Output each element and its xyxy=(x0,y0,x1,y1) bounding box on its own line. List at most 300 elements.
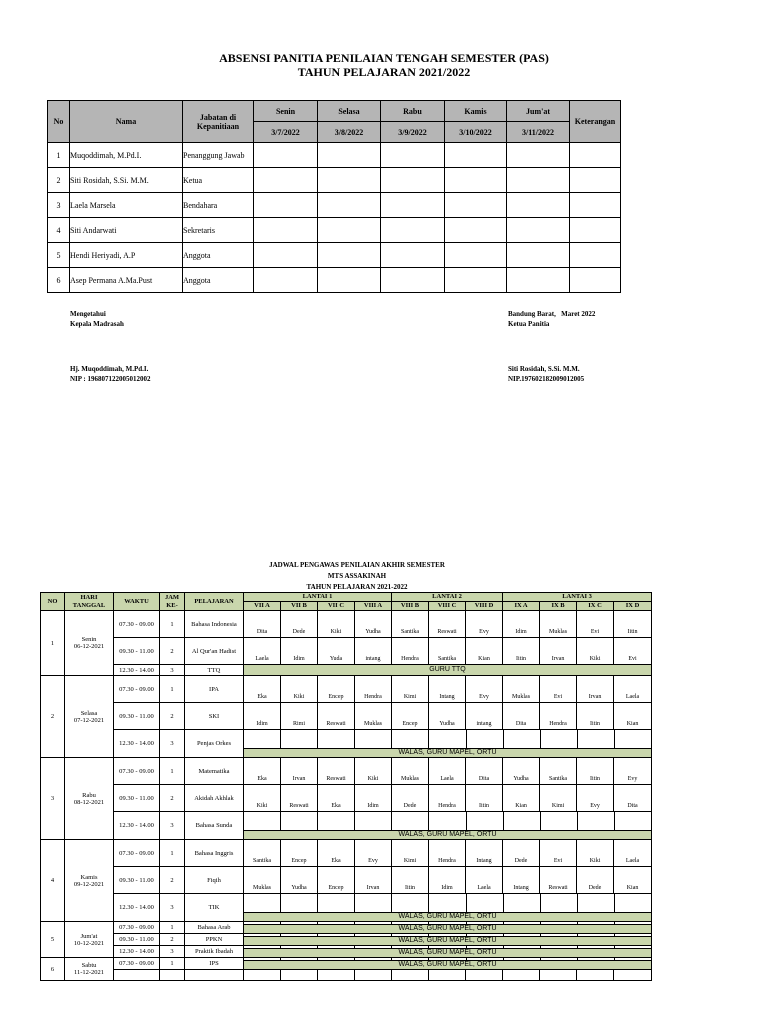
blank-room-cell xyxy=(244,894,281,912)
waktu-cell: 07.30 - 09.00 xyxy=(114,958,160,970)
supervisor-name: Idim xyxy=(429,867,466,894)
schedule-row xyxy=(41,894,652,922)
row-no: 3 xyxy=(48,193,70,218)
blank-room-cell xyxy=(429,922,466,924)
blank-room-cell xyxy=(244,812,281,830)
blank-room-cell xyxy=(578,730,615,748)
blank-room-cell xyxy=(541,922,578,924)
day-name: Senin xyxy=(81,636,97,643)
supervisor-name: Eka xyxy=(244,758,281,785)
supervisor-name: Kiki xyxy=(318,611,355,638)
supervisor-name: Laela xyxy=(614,840,652,867)
header-date: 3/10/2022 xyxy=(445,122,507,143)
supervisor-name: Idim xyxy=(503,611,540,638)
blank-room-cell xyxy=(467,922,504,924)
blank-room-cell xyxy=(429,958,466,960)
sched-header-pelajaran: PELAJARAN xyxy=(185,593,244,611)
day-name: Kamis xyxy=(80,873,98,881)
span-cell xyxy=(244,958,652,970)
supervisor-name: Dita xyxy=(244,611,281,638)
waktu-cell: 09.30 - 11.00 xyxy=(114,785,160,812)
day-name: Jum'at xyxy=(80,932,98,940)
supervisor-name: Laela xyxy=(614,676,652,703)
pelajaran-cell: PPKN xyxy=(185,934,244,946)
supervisor-name: Intang xyxy=(466,840,503,867)
day-no: 2 xyxy=(41,676,65,758)
supervisor-name: Kiki xyxy=(281,676,318,703)
supervisor-name: Evy xyxy=(614,758,652,785)
sig-left-line2: Kepala Madrasah xyxy=(70,320,124,328)
supervisor-name: Hendra xyxy=(429,840,466,867)
blank-room-cell xyxy=(504,934,541,936)
keterangan-cell xyxy=(570,168,621,193)
supervisor-name: Evi xyxy=(577,611,614,638)
supervisor-name: Eka xyxy=(244,676,281,703)
blank-room-cell xyxy=(578,958,615,960)
header-date: 3/8/2022 xyxy=(318,122,381,143)
supervisor-name: Encep xyxy=(281,840,318,867)
header-day: Senin xyxy=(254,101,318,122)
blank-room-cell xyxy=(281,958,318,960)
blank-room-cell xyxy=(244,934,281,936)
blank-room-cell xyxy=(578,934,615,936)
attendance-cell xyxy=(318,218,381,243)
pelajaran-cell xyxy=(185,970,244,981)
blank-room-cell xyxy=(318,730,355,748)
attendance-cell xyxy=(254,243,318,268)
blank-room-cell xyxy=(281,922,318,924)
blank-room-cell xyxy=(318,934,355,936)
waktu-cell: 12.30 - 14.00 xyxy=(114,812,160,840)
sig-right-place: Bandung Barat, xyxy=(508,310,556,318)
waktu-cell: 12.30 - 14.00 xyxy=(114,665,160,676)
header-no: No xyxy=(48,101,70,143)
schedule-row xyxy=(41,758,652,785)
supervisor-name: Yuda xyxy=(318,638,355,665)
supervisor-name: Reswati xyxy=(318,758,355,785)
header-date: 3/7/2022 xyxy=(254,122,318,143)
sched-header-lantai2: LANTAI 2 xyxy=(392,593,503,602)
supervisor-note: WALAS, GURU MAPEL, ORTU xyxy=(244,948,651,957)
waktu-cell: 07.30 - 09.00 xyxy=(114,840,160,867)
day-date: 11-12-2021 xyxy=(73,969,105,976)
supervisor-name xyxy=(429,970,466,981)
supervisor-name: Irvan xyxy=(281,758,318,785)
blank-room-cell xyxy=(578,922,615,924)
waktu-cell: 09.30 - 11.00 xyxy=(114,934,160,946)
blank-room-cell xyxy=(355,922,392,924)
keterangan-cell xyxy=(570,243,621,268)
blank-room-cell xyxy=(318,812,355,830)
blank-room-cell xyxy=(355,894,392,912)
jam-cell: 2 xyxy=(160,785,185,812)
day-name-date xyxy=(65,958,114,981)
attendance-row xyxy=(48,168,621,193)
blank-room-cell xyxy=(541,894,578,912)
supervisor-name: Hendra xyxy=(540,703,577,730)
blank-room-cell xyxy=(541,812,578,830)
pelajaran-cell: Bahasa Inggris xyxy=(185,840,244,867)
sched-header-jam: JAM KE- xyxy=(160,593,185,611)
blank-room-cell xyxy=(392,812,429,830)
blank-room-cell xyxy=(429,730,466,748)
attendance-cell xyxy=(507,143,570,168)
waktu-cell: 12.30 - 14.00 xyxy=(114,946,160,958)
blank-room-cell xyxy=(541,946,578,948)
day-date: 06-12-2021 xyxy=(73,643,105,650)
attendance-row xyxy=(48,243,621,268)
attendance-row xyxy=(48,218,621,243)
supervisor-name: Idim xyxy=(244,703,281,730)
supervisor-note: WALAS, GURU MAPEL, ORTU xyxy=(244,924,651,933)
supervisor-name: Yudha xyxy=(355,611,392,638)
signature-left-name xyxy=(70,364,151,384)
supervisor-name: Muklas xyxy=(392,758,429,785)
row-nama: Muqoddimah, M.Pd.I. xyxy=(70,143,183,168)
row-nama: Siti Rosidah, S.Si. M.M. xyxy=(70,168,183,193)
sig-left-line1: Mengetahui xyxy=(70,310,106,318)
attendance-cell xyxy=(507,218,570,243)
day-name: Selasa xyxy=(80,709,98,717)
attendance-cell xyxy=(254,218,318,243)
blank-room-cell xyxy=(541,730,578,748)
day-no: 4 xyxy=(41,840,65,922)
supervisor-name xyxy=(244,970,281,981)
blank-room-cell xyxy=(355,934,392,936)
jam-cell: 3 xyxy=(160,894,185,922)
waktu-cell: 09.30 - 11.00 xyxy=(114,703,160,730)
blank-room-cell xyxy=(578,812,615,830)
blank-room-cell xyxy=(429,894,466,912)
blank-room-cell xyxy=(615,958,651,960)
attendance-cell xyxy=(445,268,507,293)
supervisor-name: Dita xyxy=(614,785,652,812)
supervisor-name: Dita xyxy=(466,758,503,785)
attendance-cell xyxy=(381,243,445,268)
supervisor-name: Kiki xyxy=(577,638,614,665)
row-nama: Hendi Heriyadi, A.P xyxy=(70,243,183,268)
sched-header-hari: HARI TANGGAL xyxy=(65,593,114,611)
sig-right-line2: Ketua Panitia xyxy=(508,320,550,328)
supervisor-name: Intang xyxy=(503,867,540,894)
supervisor-name: Santika xyxy=(540,758,577,785)
blank-room-cell xyxy=(281,946,318,948)
blank-room-cell xyxy=(467,946,504,948)
sig-left-name: Hj. Muqoddimah, M.Pd.I. xyxy=(70,365,149,373)
sched-header-waktu: WAKTU xyxy=(114,593,160,611)
supervisor-name: Santika xyxy=(244,840,281,867)
pelajaran-cell: Bahasa Sunda xyxy=(185,812,244,840)
supervisor-name: Kiki xyxy=(577,840,614,867)
supervisor-name: Santika xyxy=(429,638,466,665)
class-header: IX B xyxy=(540,602,577,611)
waktu-cell: 07.30 - 09.00 xyxy=(114,611,160,638)
schedule-row xyxy=(41,922,652,934)
jam-cell xyxy=(160,970,185,981)
header-date: 3/11/2022 xyxy=(507,122,570,143)
schedule-table xyxy=(40,592,652,981)
class-header: VII C xyxy=(318,602,355,611)
class-header: VII B xyxy=(281,602,318,611)
attendance-cell xyxy=(318,193,381,218)
day-name-date xyxy=(65,611,114,676)
pelajaran-cell: Fiqih xyxy=(185,867,244,894)
sched-header-lantai3: LANTAI 3 xyxy=(503,593,652,602)
header-nama: Nama xyxy=(70,101,183,143)
row-jabatan: Ketua xyxy=(183,168,254,193)
attendance-row xyxy=(48,193,621,218)
supervisor-name: Dede xyxy=(503,840,540,867)
span-cell xyxy=(244,946,652,958)
blank-room-cell xyxy=(429,946,466,948)
signature-left xyxy=(70,309,124,329)
attendance-cell xyxy=(445,243,507,268)
class-header: IX D xyxy=(614,602,652,611)
supervisor-name: Evy xyxy=(466,676,503,703)
supervisor-name: Evy xyxy=(466,611,503,638)
jam-cell: 1 xyxy=(160,611,185,638)
pelajaran-cell: TIK xyxy=(185,894,244,922)
sig-right-name: Siti Rosidah, S.Si. M.M. xyxy=(508,365,580,373)
attendance-cell xyxy=(507,168,570,193)
schedule-title: JADWAL PENGAWAS PENILAIAN AKHIR SEMESTER xyxy=(269,561,445,569)
blank-room-cell xyxy=(504,894,541,912)
sched-header-lantai1: LANTAI 1 xyxy=(244,593,392,602)
attendance-cell xyxy=(445,218,507,243)
pelajaran-cell: Akidah Akhlak xyxy=(185,785,244,812)
span-cell xyxy=(244,730,652,758)
schedule-row xyxy=(41,676,652,703)
blank-room-cell xyxy=(504,730,541,748)
blank-room-cell xyxy=(392,894,429,912)
header-keterangan: Keterangan xyxy=(570,101,621,143)
row-jabatan: Anggota xyxy=(183,268,254,293)
supervisor-note: WALAS, GURU MAPEL, ORTU xyxy=(244,912,651,921)
schedule-row xyxy=(41,730,652,758)
attendance-cell xyxy=(254,168,318,193)
blank-room-cell xyxy=(615,812,651,830)
supervisor-name: Evi xyxy=(540,676,577,703)
supervisor-name: Intang xyxy=(429,676,466,703)
day-name: Rabu xyxy=(82,791,96,799)
supervisor-name: Kiki xyxy=(355,758,392,785)
attendance-cell xyxy=(381,193,445,218)
supervisor-name: Laela xyxy=(466,867,503,894)
class-header: VII A xyxy=(244,602,281,611)
class-header: VIII D xyxy=(466,602,503,611)
supervisor-name: Hendra xyxy=(392,638,429,665)
supervisor-name xyxy=(614,970,652,981)
blank-room-cell xyxy=(467,730,504,748)
day-date: 10-12-2021 xyxy=(73,939,105,947)
jam-cell: 3 xyxy=(160,946,185,958)
supervisor-name: Irvan xyxy=(355,867,392,894)
attendance-cell xyxy=(381,218,445,243)
signature-right xyxy=(508,309,595,329)
attendance-cell xyxy=(445,193,507,218)
supervisor-name: Dede xyxy=(281,611,318,638)
blank-room-cell xyxy=(244,958,281,960)
class-header: VIII B xyxy=(392,602,429,611)
supervisor-name: Dede xyxy=(577,867,614,894)
row-no: 4 xyxy=(48,218,70,243)
attendance-cell xyxy=(507,243,570,268)
row-nama: Laela Marsela xyxy=(70,193,183,218)
blank-room-cell xyxy=(392,934,429,936)
day-no: 1 xyxy=(41,611,65,676)
supervisor-name: Kimi xyxy=(540,785,577,812)
header-day: Rabu xyxy=(381,101,445,122)
waktu-cell: 07.30 - 09.00 xyxy=(114,922,160,934)
supervisor-note: WALAS, GURU MAPEL, ORTU xyxy=(244,748,651,757)
supervisor-name: Hendra xyxy=(429,785,466,812)
jam-cell: 2 xyxy=(160,934,185,946)
row-no: 2 xyxy=(48,168,70,193)
supervisor-name: Idim xyxy=(355,785,392,812)
supervisor-name: Muklas xyxy=(355,703,392,730)
row-jabatan: Sekretaris xyxy=(183,218,254,243)
supervisor-name: Iitin xyxy=(577,758,614,785)
blank-room-cell xyxy=(541,934,578,936)
pelajaran-cell: Praktik Ibadah xyxy=(185,946,244,958)
attendance-cell xyxy=(318,268,381,293)
supervisor-name: Iitin xyxy=(614,611,652,638)
document-subtitle: TAHUN PELAJARAN 2021/2022 xyxy=(297,65,471,79)
sig-right-nip: NIP.197602182009012005 xyxy=(508,375,585,383)
blank-room-cell xyxy=(281,812,318,830)
attendance-cell xyxy=(254,268,318,293)
supervisor-name: Irvan xyxy=(540,638,577,665)
schedule-row xyxy=(41,946,652,958)
waktu-cell xyxy=(114,970,160,981)
schedule-row xyxy=(41,970,652,981)
supervisor-note: GURU TTQ xyxy=(244,665,652,676)
blank-room-cell xyxy=(355,958,392,960)
supervisor-name xyxy=(281,970,318,981)
blank-room-cell xyxy=(244,922,281,924)
attendance-cell xyxy=(254,193,318,218)
jam-cell: 3 xyxy=(160,665,185,676)
blank-room-cell xyxy=(318,946,355,948)
supervisor-name: Iitin xyxy=(392,867,429,894)
day-name-date xyxy=(65,676,114,758)
blank-room-cell xyxy=(467,894,504,912)
supervisor-name xyxy=(577,970,614,981)
row-no: 1 xyxy=(48,143,70,168)
span-cell xyxy=(244,922,652,934)
supervisor-name: Kian xyxy=(614,703,652,730)
day-name-date xyxy=(65,840,114,922)
schedule-row xyxy=(41,934,652,946)
blank-room-cell xyxy=(467,958,504,960)
schedule-row xyxy=(41,611,652,638)
supervisor-name: Muklas xyxy=(244,867,281,894)
jam-cell: 1 xyxy=(160,840,185,867)
keterangan-cell xyxy=(570,268,621,293)
jam-cell: 2 xyxy=(160,638,185,665)
header-date: 3/9/2022 xyxy=(381,122,445,143)
day-date: 09-12-2021 xyxy=(73,880,105,888)
pelajaran-cell: Bahasa Arab xyxy=(185,922,244,934)
day-no: 6 xyxy=(41,958,65,981)
blank-room-cell xyxy=(281,730,318,748)
schedule-row xyxy=(41,812,652,840)
attendance-cell xyxy=(445,143,507,168)
supervisor-name: Yudha xyxy=(281,867,318,894)
keterangan-cell xyxy=(570,193,621,218)
pelajaran-cell: Al Qur'an Hadist xyxy=(185,638,244,665)
pelajaran-cell: Penjas Orkes xyxy=(185,730,244,758)
attendance-cell xyxy=(381,168,445,193)
span-cell xyxy=(244,934,652,946)
blank-room-cell xyxy=(244,730,281,748)
blank-room-cell xyxy=(504,922,541,924)
supervisor-name: Kimi xyxy=(392,676,429,703)
blank-room-cell xyxy=(429,934,466,936)
row-jabatan: Bendahara xyxy=(183,193,254,218)
waktu-cell: 07.30 - 09.00 xyxy=(114,758,160,785)
attendance-cell xyxy=(318,143,381,168)
blank-room-cell xyxy=(615,730,651,748)
supervisor-name: Iitin xyxy=(503,638,540,665)
blank-room-cell xyxy=(318,958,355,960)
row-no: 5 xyxy=(48,243,70,268)
schedule-row xyxy=(41,958,652,970)
schedule-row xyxy=(41,867,652,894)
row-jabatan: Anggota xyxy=(183,243,254,268)
supervisor-name: Dita xyxy=(503,703,540,730)
keterangan-cell xyxy=(570,218,621,243)
supervisor-name: Reswati xyxy=(540,867,577,894)
row-nama: Asep Permana A.Ma.Pust xyxy=(70,268,183,293)
sched-header-no: NO xyxy=(41,593,65,611)
blank-room-cell xyxy=(355,730,392,748)
attendance-cell xyxy=(318,243,381,268)
schedule-school: MTS ASSAKINAH xyxy=(327,572,387,580)
attendance-cell xyxy=(445,168,507,193)
supervisor-name: Kimi xyxy=(392,840,429,867)
supervisor-name: Kian xyxy=(614,867,652,894)
supervisor-name: Yudha xyxy=(429,703,466,730)
blank-room-cell xyxy=(392,922,429,924)
supervisor-name xyxy=(392,970,429,981)
blank-room-cell xyxy=(578,946,615,948)
blank-room-cell xyxy=(504,946,541,948)
supervisor-name: Laela xyxy=(429,758,466,785)
blank-room-cell xyxy=(281,934,318,936)
attendance-cell xyxy=(381,268,445,293)
supervisor-name: Kian xyxy=(503,785,540,812)
day-name: Sabtu xyxy=(81,962,97,969)
jam-cell: 1 xyxy=(160,676,185,703)
waktu-cell: 12.30 - 14.00 xyxy=(114,730,160,758)
supervisor-name: Evy xyxy=(355,840,392,867)
supervisor-name: Reswati xyxy=(318,703,355,730)
supervisor-name: Yudha xyxy=(503,758,540,785)
span-cell xyxy=(244,812,652,840)
supervisor-name: Irvan xyxy=(577,676,614,703)
row-nama: Siti Andarwati xyxy=(70,218,183,243)
blank-room-cell xyxy=(355,946,392,948)
row-no: 6 xyxy=(48,268,70,293)
attendance-row xyxy=(48,143,621,168)
jam-cell: 3 xyxy=(160,812,185,840)
supervisor-name: Idim xyxy=(281,638,318,665)
jam-cell: 1 xyxy=(160,958,185,970)
blank-room-cell xyxy=(392,958,429,960)
supervisor-note: WALAS, GURU MAPEL, ORTU xyxy=(244,936,651,945)
class-header: IX A xyxy=(503,602,540,611)
